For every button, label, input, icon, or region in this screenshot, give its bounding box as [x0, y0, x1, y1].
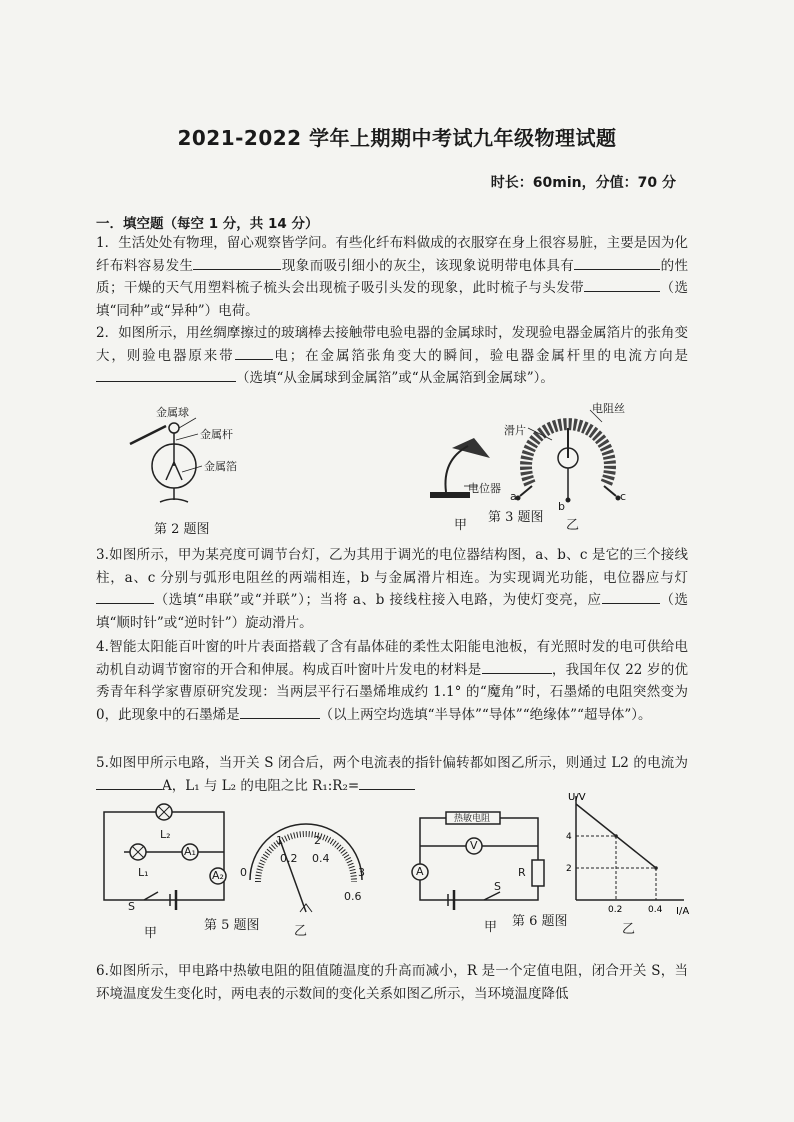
q2-text-c: （选填“从金属球到金属箔”或“从金属箔到金属球”）。 — [236, 370, 554, 386]
question-2 — [96, 322, 688, 390]
fig6-label-a: A — [416, 865, 424, 878]
q1-text-d: （选填“同种”或“异种”）电荷。 — [96, 280, 689, 319]
fig6-label-v: V — [470, 839, 478, 852]
q3-text-b: （选填“串联”或“并联”）；当将 a、b 接线柱接入电路，为使灯变亮，应 — [154, 592, 602, 608]
fig2-label-ball: 金属球 — [156, 406, 189, 419]
q4-blank-1[interactable] — [482, 659, 552, 674]
q3-text-a: 3.如图所示，甲为某亮度可调节台灯，乙为其用于调光的电位器结构图，a、b、c 是它的三个接线柱，a、c 分别与弧形电阻丝的两端相连，b 与金属滑片相连。为实现调光功能，电位器应与灯 — [96, 547, 688, 586]
x-tick-label: 0.4 — [648, 905, 663, 915]
x-axis-label: I/A — [676, 906, 690, 917]
data-point — [654, 866, 658, 870]
fig5-dial-0: 0 — [240, 866, 247, 879]
question-3 — [96, 544, 688, 634]
q4-text-b: ，我国年仅 22 岁的优秀青年科学家曹原研究发现：当两层平行石墨烯堆成约 1.1° 的“魔角”时，石墨烯的电阻突然变为 0，此现象中的石墨烯是 — [96, 661, 689, 723]
q1-text-a: 1．生活处处有物理，留心观察皆学问。有些化纤布料做成的衣服穿在身上很容易脏，主要是因为化纤布料容易发生 — [96, 235, 688, 274]
q5-blank-1[interactable] — [96, 775, 162, 790]
fig6-label-yi: 乙 — [622, 922, 636, 937]
fig5-label-s: S — [128, 900, 135, 913]
circuit-drawing-5 — [100, 800, 380, 920]
q3-blank-1[interactable] — [96, 589, 154, 604]
fig5-dial-3: 3 — [358, 866, 365, 879]
question-6 — [96, 960, 688, 1005]
q1-blank-1[interactable] — [193, 255, 281, 270]
q2-blank-2[interactable] — [96, 367, 236, 382]
question-1 — [96, 232, 688, 322]
fig5-dial-04: 0.4 — [312, 852, 330, 865]
page-title: 2021-2022 学年上期期中考试九年级物理试题 — [177, 126, 617, 150]
fig6-label-r: R — [518, 866, 526, 879]
figure-3-caption: 第 3 题图 — [488, 510, 544, 525]
q2-blank-1[interactable] — [235, 345, 273, 360]
q3-text-c: （选填“顺时针”或“逆时针”）旋动滑片。 — [96, 592, 688, 631]
y-tick-label: 2 — [566, 864, 572, 874]
fig5-label-l2: L₂ — [160, 828, 171, 841]
fig3-label-wire: 电阻丝 — [592, 402, 625, 415]
figure-6-circuit — [408, 800, 548, 914]
fig5-label-a1: A₁ — [184, 845, 196, 858]
electroscope-drawing — [124, 400, 274, 510]
q6-text-a: 6.如图所示，甲电路中热敏电阻的阻值随温度的升高而减小，R 是一个定值电阻，闭合开关 S，当环境温度发生变化时，两电表的示数间的变化关系如图乙所示，当环境温度降低 — [96, 963, 688, 1002]
q4-text-a: 4.智能太阳能百叶窗的叶片表面搭载了含有晶体硅的柔性太阳能电池板，有光照时发的电可供给电动机自动调节窗帘的开合和伸展。构成百叶窗叶片发电的材料是 — [96, 639, 688, 678]
y-axis-label: U/V — [568, 792, 586, 803]
figure-2-caption: 第 2 题图 — [154, 522, 210, 537]
q5-text-b: A，L₁ 与 L₂ 的电阻之比 R₁:R₂= — [162, 777, 360, 794]
fig6-label-thermistor: 热敏电阻 — [454, 814, 491, 824]
fig5-label-a2: A₂ — [212, 869, 224, 882]
fig5-dial-02: 0.2 — [280, 852, 298, 865]
fig3-label-pot: 电位器 — [468, 482, 501, 495]
y-tick-label: 4 — [566, 832, 572, 842]
q5-blank-2[interactable] — [359, 775, 415, 790]
figure-6-caption: 第 6 题图 — [512, 914, 568, 929]
fig5-label-yi: 乙 — [294, 924, 308, 939]
fig3-label-yi: 乙 — [566, 518, 580, 533]
u-i-graph — [556, 790, 692, 920]
fig5-dial-2: 2 — [314, 834, 321, 847]
figure-6-graph — [556, 790, 692, 924]
fig3-label-c: c — [620, 490, 627, 503]
exam-meta: 时长：60min，分值：70 分 — [490, 175, 676, 191]
fig5-label-l1: L₁ — [138, 866, 149, 879]
data-point — [614, 834, 618, 838]
q1-blank-2[interactable] — [574, 255, 660, 270]
fig6-label-jia: 甲 — [484, 920, 498, 935]
fig5-dial-06: 0.6 — [344, 890, 362, 903]
fig5-dial-1: 1 — [276, 834, 283, 847]
q5-text-a: 5.如图甲所示电路，当开关 S 闭合后，两个电流表的指针偏转都如图乙所示，则通过 L2 的电流为 — [96, 755, 688, 771]
q2-text-b: 电；在金属箔张角变大的瞬间，验电器金属杆里的电流方向是 — [272, 347, 688, 364]
fig3-label-a: a — [510, 490, 517, 503]
fig5-label-jia: 甲 — [144, 926, 158, 941]
x-tick-label: 0.2 — [608, 905, 623, 915]
q1-text-b: 现象而吸引细小的灰尘，该现象说明带电体具有 — [281, 257, 575, 274]
fig3-label-slider: 滑片 — [504, 424, 526, 437]
fig2-label-foil: 金属箔 — [204, 460, 237, 473]
fig2-label-rod: 金属杆 — [200, 428, 233, 441]
question-4 — [96, 636, 688, 726]
figure-2-electroscope — [124, 400, 274, 514]
section-heading: 一．填空题（每空 1 分，共 14 分） — [96, 216, 319, 232]
q4-blank-2[interactable] — [240, 704, 320, 719]
q2-text-a: 2．如图所示，用丝绸摩擦过的玻璃棒去接触带电验电器的金属球时，发现验电器金属箔片的张角变大，则验电器原来带 — [96, 325, 688, 364]
figure-5-circuit — [100, 800, 380, 924]
q4-text-c: （以上两空均选填“半导体”“导体”“绝缘体”“超导体”）。 — [319, 706, 652, 723]
fig3-label-b: b — [558, 500, 565, 513]
potentiometer-drawing — [412, 400, 652, 520]
fig3-label-jia: 甲 — [454, 518, 468, 533]
q1-text-c: 的性质；干燥的天气用塑料梳子梳头会出现梳子吸引头发的现象，此时梳子与头发带 — [96, 257, 689, 296]
q1-blank-3[interactable] — [584, 277, 660, 292]
figure-5-caption: 第 5 题图 — [204, 918, 260, 933]
fig6-label-s: S — [494, 880, 501, 893]
q3-blank-2[interactable] — [602, 589, 660, 604]
